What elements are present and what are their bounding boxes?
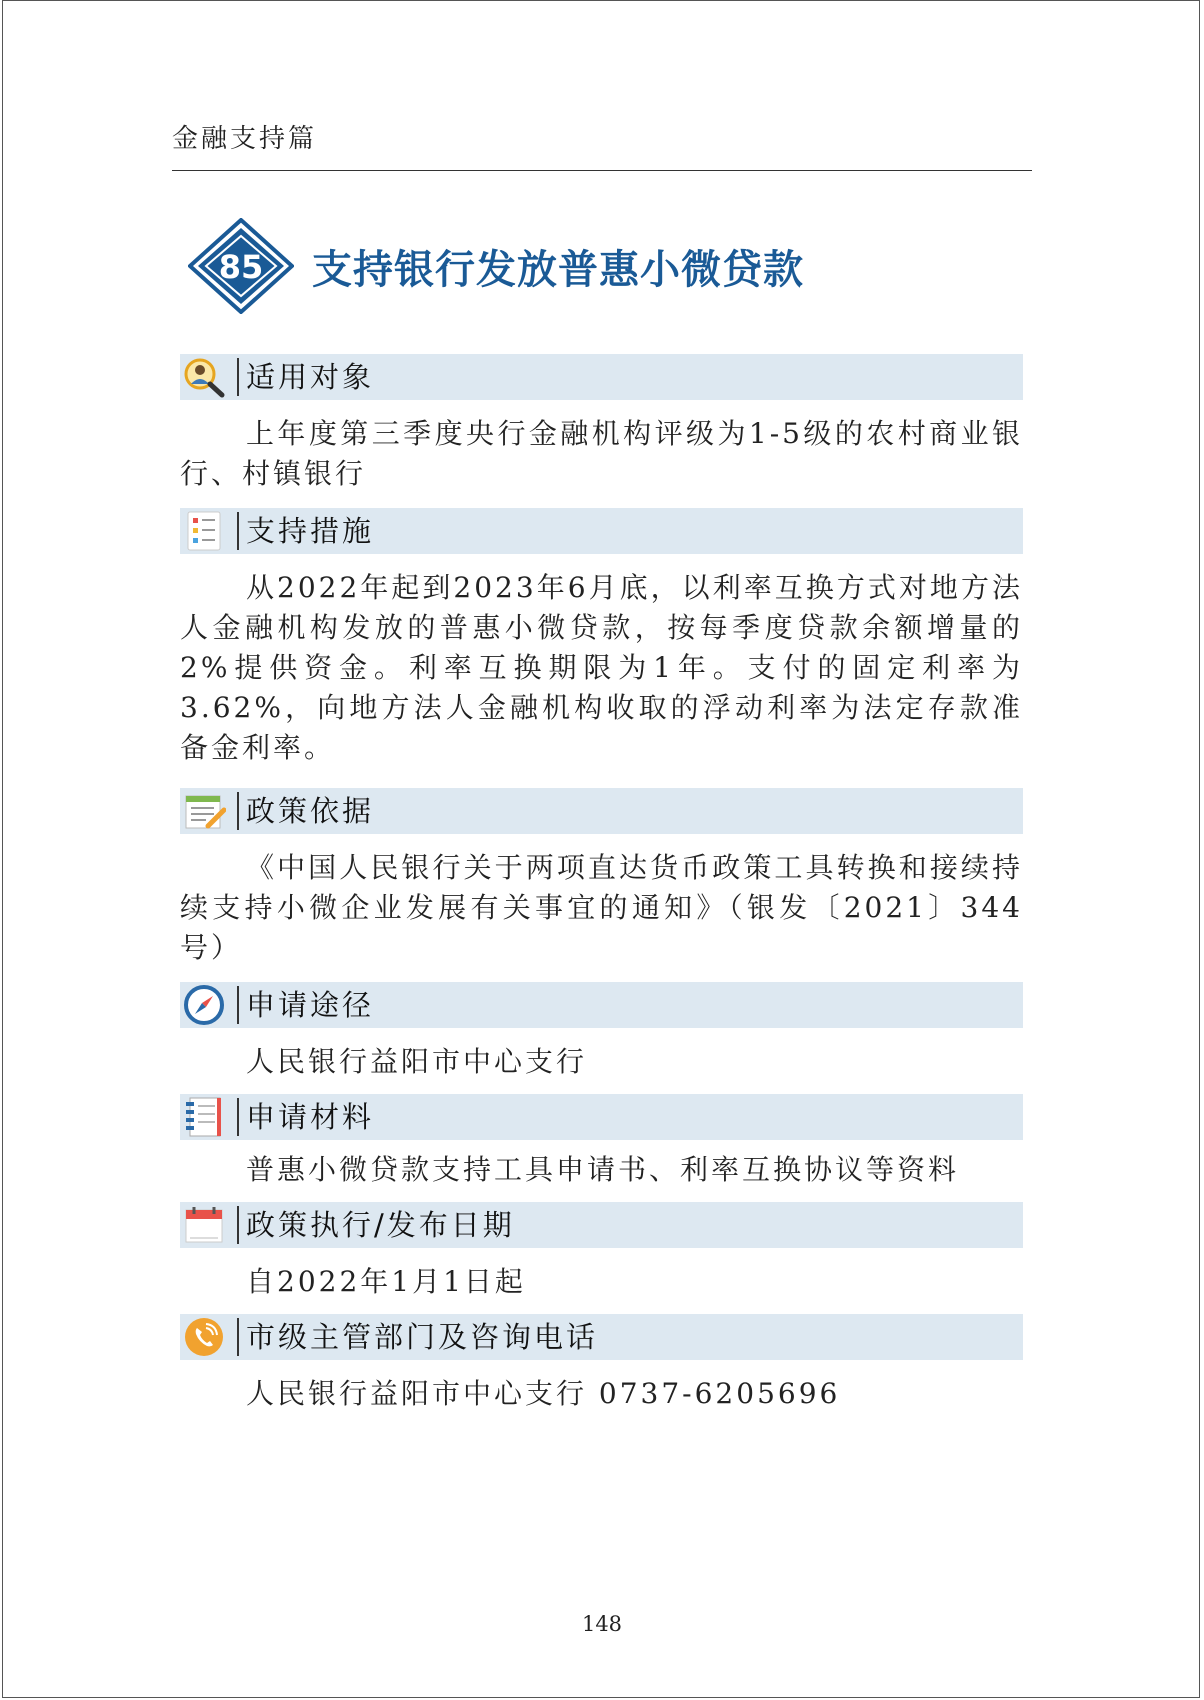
title-badge-number: 85 (218, 248, 264, 286)
section-divider (237, 986, 239, 1024)
compass-icon (182, 984, 226, 1026)
section-divider (237, 512, 239, 550)
section-divider (237, 1318, 239, 1356)
section-divider (237, 1206, 239, 1244)
section-body-target: 上年度第三季度央行金融机构评级为1-5级的农村商业银行、村镇银行 (180, 417, 1023, 490)
title-badge-icon (188, 218, 294, 314)
section-body-basis: 《中国人民银行关于两项直达货币政策工具转换和接续持续支持小微企业发展有关事宜的通知》（银发〔2021〕344号） (180, 851, 1023, 964)
header-rule (172, 170, 1032, 171)
section-title-channel: 申请途径 (246, 988, 375, 1022)
section-divider (237, 792, 239, 830)
calendar-icon (182, 1204, 226, 1246)
page-number: 148 (581, 1612, 623, 1636)
section-title-measures: 支持措施 (246, 514, 375, 548)
section-body-date: 自2022年1月1日起 (246, 1265, 526, 1298)
section-header-target (180, 354, 1023, 400)
section-header-contact (180, 1314, 1023, 1360)
section-title-target: 适用对象 (246, 360, 375, 394)
magnifier-person-icon (182, 356, 226, 398)
section-title-materials: 申请材料 (246, 1100, 375, 1134)
notebook-icon (182, 1096, 226, 1138)
section-header-materials (180, 1094, 1023, 1140)
section-divider (237, 358, 239, 396)
section-title-basis: 政策依据 (246, 794, 375, 828)
section-title-contact: 市级主管部门及咨询电话 (246, 1320, 599, 1354)
section-header-date (180, 1202, 1023, 1248)
section-body-materials: 普惠小微贷款支持工具申请书、利率互换协议等资料 (246, 1153, 960, 1186)
section-header-channel (180, 982, 1023, 1028)
section-body-measures: 从2022年起到2023年6月底，以利率互换方式对地方法人金融机构发放的普惠小微贷款，按每季度贷款余额增量的2%提供资金。利率互换期限为1年。支付的固定利率为3.62%，向地方法人金融机构收取的浮动利率为法定存款准备金利率。 (180, 571, 1023, 764)
section-header-measures (180, 508, 1023, 554)
page-title: 支持银行发放普惠小微贷款 (312, 246, 804, 293)
section-body-contact: 人民银行益阳市中心支行 0737-6205696 (246, 1377, 841, 1410)
running-header: 金融支持篇 (172, 124, 318, 154)
section-body-channel: 人民银行益阳市中心支行 (246, 1045, 588, 1078)
document-pencil-icon (182, 790, 226, 832)
section-header-basis (180, 788, 1023, 834)
phone-icon (182, 1316, 226, 1358)
section-title-date: 政策执行/发布日期 (246, 1208, 515, 1242)
checklist-icon (182, 510, 226, 552)
section-divider (237, 1098, 239, 1136)
